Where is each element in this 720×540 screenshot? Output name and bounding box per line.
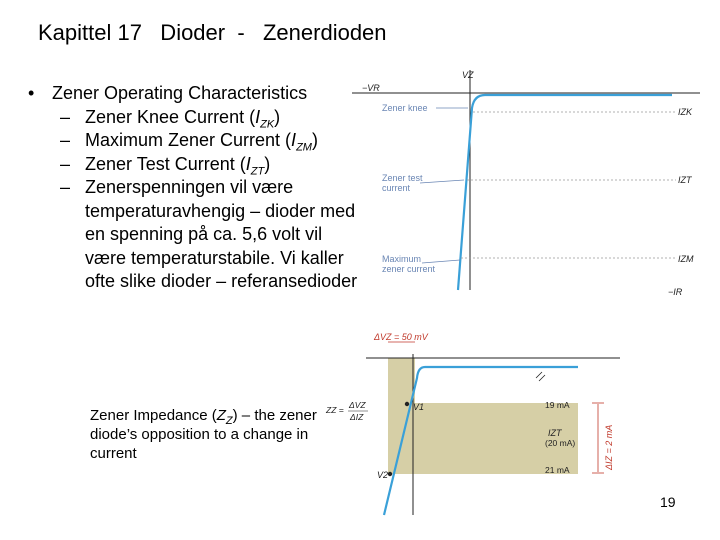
v2-label: V2 — [377, 470, 389, 480]
subscript: Z — [225, 415, 233, 427]
axis-minus-ir-label: −IR — [668, 287, 683, 297]
symbol: I — [245, 153, 251, 174]
dash-icon: – — [60, 106, 71, 127]
formula-denominator: ΔIZ — [350, 412, 364, 422]
dash-icon: – — [60, 153, 71, 174]
sub-bullet-text: Zener Knee Current ( — [85, 106, 256, 127]
callout-knee: Zener knee — [382, 103, 428, 113]
delta-vz-shade — [388, 358, 415, 474]
symbol: I — [255, 106, 261, 127]
subscript: ZT — [250, 165, 265, 178]
callout-test-leader — [420, 180, 464, 183]
callout-max-line1: Maximum — [382, 254, 422, 264]
axis-minus-vr-label: −VR — [362, 83, 380, 93]
izk-label: IZK — [678, 107, 693, 117]
callout-max-leader — [422, 260, 460, 263]
formula-lhs: ZZ = — [326, 405, 344, 415]
v1-label: V1 — [413, 402, 425, 412]
sub-bullet-text: Zenerspenningen vil være temperaturavhengig – dioder med en spenning på ca. 5,6 volt vil være temperaturstabile. Vi kaller ofte slike dioder – referansedioder — [85, 177, 358, 291]
izm-label: IZM — [678, 254, 694, 264]
slide-title: Kapittel 17 Dioder - Zenerdioden — [38, 20, 387, 45]
subscript: ZM — [296, 141, 312, 154]
delta-iz-label: ΔIZ = 2 mA — [604, 424, 614, 470]
symbol: Z — [216, 407, 226, 424]
characteristic-curve — [458, 95, 672, 290]
impedance-diagram — [325, 332, 620, 515]
axis-break-mark-1 — [536, 372, 542, 378]
bullet-dot-icon: • — [28, 83, 35, 103]
dash-icon: – — [60, 130, 71, 150]
impedance-text-end: ) – the zener diode’s opposition to a change in current — [90, 407, 317, 462]
sub-bullet-text-end: ) — [311, 130, 318, 150]
axis-vz-label: VZ — [462, 70, 474, 80]
i-top-label: 19 mA — [545, 400, 570, 410]
impedance-text-start: Zener Impedance ( — [90, 407, 217, 424]
sub-bullet-text: Maximum Zener Current ( — [85, 130, 292, 150]
izt-value-label: (20 mA) — [545, 438, 576, 448]
izt-label: IZT — [678, 175, 692, 185]
callout-max-line2: zener current — [382, 264, 436, 274]
point-v1 — [405, 402, 409, 406]
bullet-main-text: Zener Operating Characteristics — [52, 83, 308, 103]
symbol: I — [291, 130, 297, 150]
axis-break-mark-2 — [539, 375, 545, 381]
izt-label-2: IZT — [548, 428, 562, 438]
callout-test-line1: Zener test — [382, 173, 423, 183]
sub-bullet-text-end: ) — [264, 153, 271, 174]
delta-vz-label: ΔVZ = 50 mV — [374, 332, 428, 342]
point-v2 — [388, 472, 392, 476]
subscript: ZK — [260, 118, 275, 131]
sub-bullet-text: Zener Test Current ( — [85, 153, 246, 174]
characteristic-diagram — [352, 70, 700, 297]
sub-bullet-text-end: ) — [274, 106, 281, 127]
callout-test-line2: current — [382, 183, 411, 193]
page-number: 19 — [660, 494, 676, 510]
dash-icon: – — [60, 177, 71, 197]
formula-numerator: ΔVZ — [349, 400, 366, 410]
i-bottom-label: 21 mA — [545, 465, 570, 475]
